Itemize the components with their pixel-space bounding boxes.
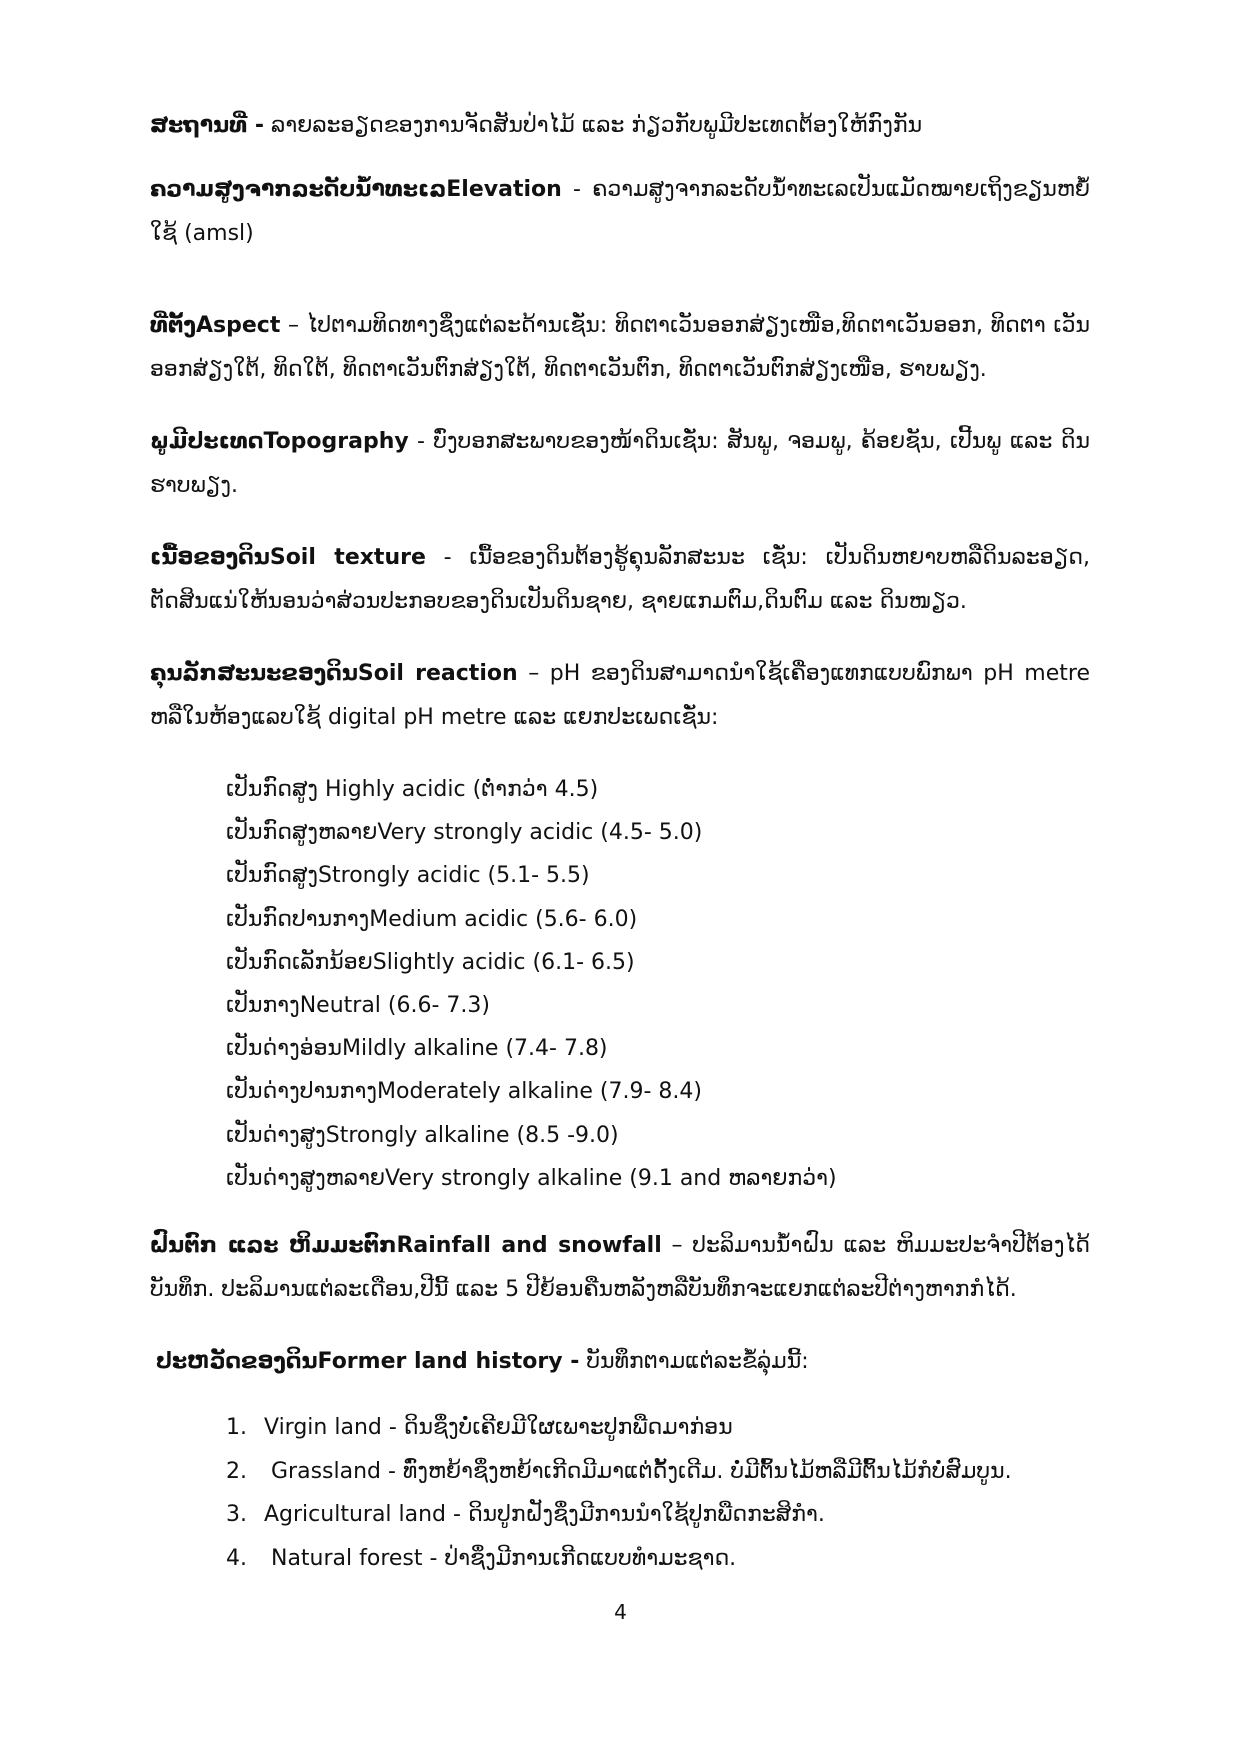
ph-class-item: ເປັນດ່າງປານກາງModerately alkaline (7.9- 8.4) xyxy=(226,1079,702,1105)
paragraph-elevation xyxy=(150,168,1090,256)
term-aspect: ທີ່ຕັ້ງAspect xyxy=(150,313,281,338)
ph-class-item: ເປັນດ່າງອ່ອນMildly alkaline (7.4- 7.8) xyxy=(226,1036,608,1062)
term-elevation: ຄວາມສູງຈາກລະດັບນ້ຳທະເລElevation xyxy=(150,177,562,202)
ph-class-item: ເປັນກາງNeutral (6.6- 7.3) xyxy=(226,993,490,1019)
list-number: 3. xyxy=(226,1502,247,1527)
land-history-list xyxy=(226,1406,1012,1580)
term-land-history: ປະຫວັດຂອງດິນFormer land history - xyxy=(156,1349,580,1374)
ph-class-list xyxy=(226,768,837,1200)
text-elevation: - ຄວາມສູງຈາກລະດັບນ້ຳທະເລເປັນແມັດໝາຍເຖິງຂຽນຫຍໍ້ໃຊ້ (amsl) xyxy=(150,177,1090,246)
page-number: 4 xyxy=(614,1600,627,1624)
ph-class-item: ເປັນກົດສູງStrongly acidic (5.1- 5.5) xyxy=(226,863,590,889)
paragraph-soil-texture xyxy=(150,536,1090,624)
list-item xyxy=(226,1493,1012,1537)
list-text: Natural forest - ປ່າຊຶ່ງມີການເກີດແບບທຳມະຊາດ. xyxy=(264,1545,737,1571)
paragraph-topography xyxy=(150,420,1090,508)
text-rainfall: – ປະລິມານນ້ຳຝົນ ແລະ ຫິມມະປະຈຳປີຕ້ອງໄດ້ບັນທຶກ. ປະລິມານແຕ່ລະເດືອນ,ປີນີ້ ແລະ 5 ປີຍ້ອນຄືນຫລັງຫລືບັນທຶກຈະແຍກແຕ່ລະປີຕ່າງຫາກກໍໄດ້. xyxy=(150,1233,1090,1302)
paragraph-land-history xyxy=(156,1340,1096,1384)
list-number: 1. xyxy=(226,1415,247,1440)
paragraph-location xyxy=(150,104,1090,148)
list-number: 4. xyxy=(226,1545,247,1571)
ph-class-item: ເປັນດ່າງສູງຫລາຍVery strongly alkaline (9.1 and ຫລາຍກວ່າ) xyxy=(226,1165,837,1191)
list-item xyxy=(226,1537,1012,1581)
ph-class-item: ເປັນກົດສູງຫລາຍVery strongly acidic (4.5- 5.0) xyxy=(226,820,703,846)
term-topography: ພູມີປະເທດTopography xyxy=(150,429,409,454)
text-location: ລາຍລະອຽດຂອງການຈັດສັນປ່າໄມ້ ແລະ ກ່ຽວກັບພູມີປະເທດຕ້ອງໃຫ້ກົງກັນ xyxy=(264,113,923,138)
text-soil-texture: - ເນື້ອຂອງດິນຕ້ອງຮູ້ຄຸນລັກສະນະ ເຊັ່ນ: ເປັນດິນຫຍາບຫລືດິນລະອຽດ, ຕັດສິນແນ່ໃຫ້ນອນວ່າສ່ວນປະກອບຂອງດິນເປັນດິນຊາຍ, ຊາຍແກມຕົມ,ດິນຕົມ ແລະ ດິນໜຽວ. xyxy=(150,545,1090,614)
paragraph-soil-reaction xyxy=(150,652,1090,740)
paragraph-aspect xyxy=(150,304,1090,392)
ph-class-item: ເປັນກົດເລັກນ້ອຍSlightly acidic (6.1- 6.5) xyxy=(226,949,635,975)
ph-class-item: ເປັນກົດສູງ Highly acidic (ຕ່ຳກວ່າ 4.5) xyxy=(226,777,599,802)
list-text: Agricultural land - ດິນປູກຝັງຊຶ່ງມີການນຳໃຊ້ປູກພືດກະສິກຳ. xyxy=(264,1502,825,1527)
term-location: ສະຖານທີ່ - xyxy=(150,113,265,138)
list-number: 2. xyxy=(226,1458,247,1484)
list-item xyxy=(226,1406,1012,1450)
list-text: Virgin land - ດິນຊຶ່ງບໍ່ເຄີຍມີໃຜເພາະປູກພືດມາກ່ອນ xyxy=(264,1415,733,1440)
ph-class-item: ເປັນດ່າງສູງStrongly alkaline (8.5 -9.0) xyxy=(226,1122,619,1148)
paragraph-rainfall xyxy=(150,1224,1090,1312)
list-text: Grassland - ທົ່ງຫຍ້າຊຶ່ງຫຍ້າເກີດມີມາແຕ່ດັ້ງເດີມ. ບໍ່ມີຕົ້ນໄມ້ຫລືມີຕົ້ນໄມ້ກໍບໍ່ສົມບູນ. xyxy=(264,1458,1012,1484)
term-soil-reaction: ຄຸນລັກສະນະຂອງດິນSoil reaction xyxy=(150,661,518,686)
text-topography: - ບົ່ງບອກສະພາບຂອງໜ້າດິນເຊັ່ນ: ສັນພູ, ຈອມພູ, ຄ້ອຍຊັນ, ເປີ້ນພູ ແລະ ດິນຮາບພຽງ. xyxy=(150,429,1090,498)
list-item xyxy=(226,1450,1012,1494)
ph-class-item: ເປັນກົດປານກາງMedium acidic (5.6- 6.0) xyxy=(226,906,638,932)
term-rainfall: ຝົນຕົກ ແລະ ຫິມມະຕົກRainfall and snowfall xyxy=(150,1233,662,1258)
term-soil-texture: ເນື້ອຂອງດິນSoil texture xyxy=(150,545,426,570)
text-land-history: ບັນທຶກຕາມແຕ່ລະຂໍ້ລຸ່ມນີ້: xyxy=(579,1349,809,1374)
text-soil-reaction: – pH ຂອງດິນສາມາດນຳໃຊ້ເຄື່ອງແທກແບບພົກພາ pH metre ຫລືໃນຫ້ອງແລບໃຊ້ digital pH metre ແລະ ແຍກປະເພດເຊັ່ນ: xyxy=(150,661,1090,730)
text-aspect: – ໄປຕາມທິດທາງຊຶ່ງແຕ່ລະດ້ານເຊັ່ນ: ທິດຕາເວັນອອກສ່ຽງເໜືອ,ທິດຕາເວັນອອກ, ທິດຕາ ເວັນອອກສ່ຽງໃຕ້, ທິດໃຕ້, ທິດຕາເວັນຕົກສ່ຽງໃຕ້, ທິດຕາເວັນຕົກ, ທິດຕາເວັນຕົກສ່ຽງເໜືອ, ຮາບພຽງ. xyxy=(150,313,1090,382)
